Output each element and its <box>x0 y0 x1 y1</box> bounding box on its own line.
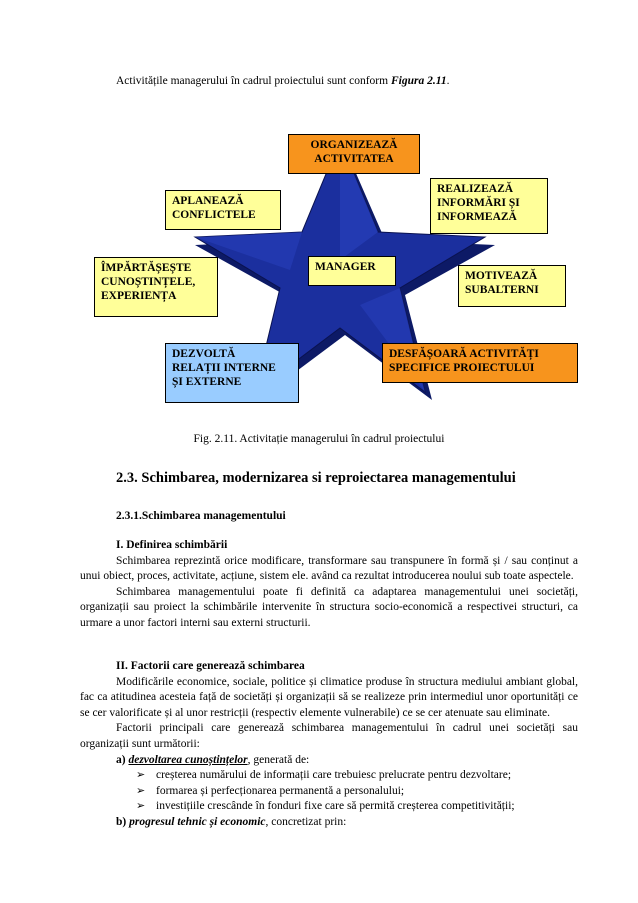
figure-reference: Figura 2.11 <box>390 75 447 87</box>
list-item: ➢ creșterea numărului de informații care trebuiesc prelucrate pentru dezvoltare; <box>136 768 578 784</box>
part-1-paragraph-1: Schimbarea reprezintă orice modificare, transformare sau transpunere în formă și / sau conținut a unui obiect, proces, activitate, acțiune, sistem ele. având ca rezultat introducerea noului sub toate aspectele. <box>80 554 578 583</box>
part-2-heading: II. Factorii care generează schimbarea <box>116 660 305 672</box>
part-2-paragraph-1: Modificările economice, sociale, politice și climatice produse în structura mediului ambiant global, fac ca atitudinea acesteia față de societăți și organizații să se realizeze prin intermediul unor oportunități ce se cer valorificate și al unor restricții (respectiv elemente vulnerabile) ce se cer atenuate sau eliminate. <box>80 675 578 719</box>
figure-caption: Fig. 2.11. Activitație managerului în cadrul proiectului <box>193 433 445 445</box>
box-organizeaza-activitatea: ORGANIZEAZĂ ACTIVITATEA <box>288 134 420 174</box>
factor-a-label: a) <box>116 753 129 766</box>
box-imparta-cunostintele: ÎMPĂRTĂȘEȘTE CUNOȘTINȚELE, EXPERIENȚA <box>94 257 218 317</box>
arrow-bullet-icon: ➢ <box>136 800 146 813</box>
arrow-bullet-icon: ➢ <box>136 769 146 782</box>
box-aplaneaza-conflictele: APLANEAZĂ CONFLICTELE <box>165 190 281 230</box>
factor-a-bullets <box>80 768 578 815</box>
intro-text: Activitățile managerului în cadrul proiectului sunt conform <box>116 75 391 87</box>
box-realizeaza-informari: REALIZEAZĂ INFORMĂRI ȘI INFORMEAZĂ <box>430 178 548 234</box>
intro-end: . <box>446 75 450 87</box>
part-1 <box>80 538 578 632</box>
part-2 <box>80 659 578 831</box>
part-2-paragraph-2: Factorii principali care generează schimbarea managementului în cadrul unei societăți sau organizații sunt următorii: <box>80 722 578 750</box>
list-item: ➢ formarea și perfecționarea permanentă a personalului; <box>136 784 578 800</box>
factor-b <box>80 815 578 831</box>
part-1-paragraph-2: Schimbarea managementului poate fi definită ca adaptarea managementului unei societăți, organizații sau proiect la schimbările intervenite în structura socio-economică a respectivei structuri, ca urmare a unor factori interni sau externi structurii. <box>80 585 578 629</box>
part-1-heading: I. Definirea schimbării <box>116 539 228 551</box>
box-dezvolta-relatii: DEZVOLTĂ RELAȚII INTERNE ȘI EXTERNE <box>165 343 299 403</box>
box-manager: MANAGER <box>308 256 396 286</box>
section-title: 2.3. Schimbarea, modernizarea si reproiectarea managementului <box>116 470 516 486</box>
factor-a-title: dezvoltarea cunoștințelor <box>128 753 248 766</box>
manager-activities-diagram <box>60 130 600 420</box>
arrow-bullet-icon: ➢ <box>136 784 146 797</box>
factor-a-rest: , generată de: <box>247 753 310 766</box>
subsection-title: 2.3.1.Schimbarea managementului <box>116 510 286 522</box>
factor-a <box>80 753 578 769</box>
factor-b-rest: , concretizat prin: <box>265 815 347 828</box>
intro-line <box>116 75 449 87</box>
factor-b-label: b) <box>116 815 130 828</box>
box-motiveaza-subalterni: MOTIVEAZĂ SUBALTERNI <box>458 265 566 307</box>
box-desfasoara-activitati: DESFĂȘOARĂ ACTIVITĂȚI SPECIFICE PROIECTULUI <box>382 343 578 383</box>
list-item: ➢ investițiile crescânde în fonduri fixe care să permită creșterea competitivității; <box>136 799 578 815</box>
factor-b-title: progresul tehnic și economic <box>129 815 266 828</box>
